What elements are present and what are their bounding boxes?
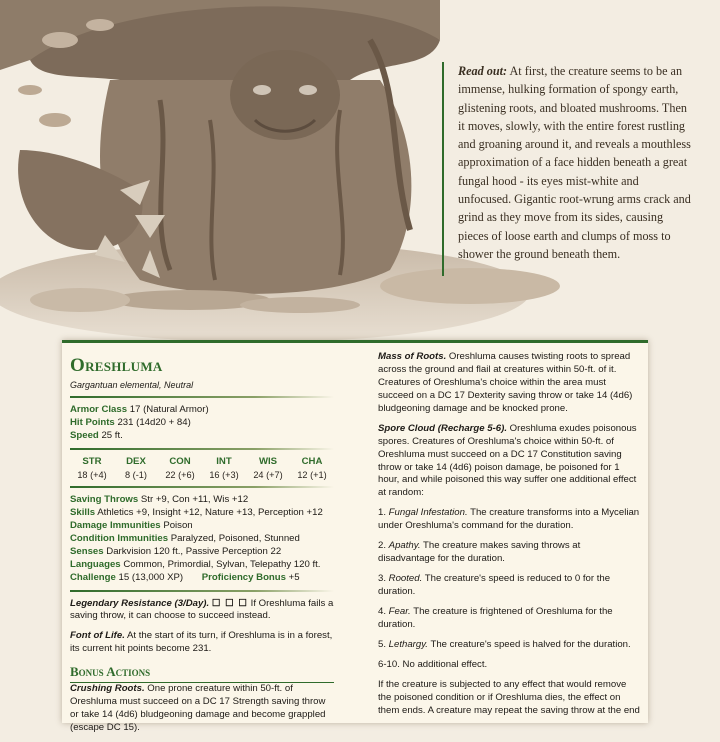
action-spore-cloud: Spore Cloud (Recharge 5-6). Oreshluma exudes poisonous spores. Creatures of Oreshluma's choice within 50-ft. of Oreshluma must succeed on a DC 17 Constitution saving throw or take 14 (4d6) poison damage, be poisoned for 1 hour, and while poisoned this way suffer one additional effect at random: bbox=[378, 422, 637, 499]
divider bbox=[70, 590, 334, 592]
ability-score: 24 (+7) bbox=[253, 469, 283, 480]
languages: Languages Common, Primordial, Sylvan, Telepathy 120 ft. bbox=[70, 558, 321, 570]
effect-end-condition: If the creature is subjected to any effect that would remove the poisoned condition or if Oreshluma dies, the effect on them ends. A creature may repeat the saving throw at the end bbox=[378, 678, 640, 716]
ability-name: STR bbox=[82, 455, 102, 467]
challenge: Challenge 15 (13,000 XP) Proficiency Bonus +5 bbox=[70, 571, 300, 583]
condition-immunities: Condition Immunities Paralyzed, Poisoned, Stunned bbox=[70, 532, 300, 544]
ability-name: WIS bbox=[258, 455, 278, 467]
ability-scores bbox=[70, 456, 334, 481]
read-out-lead: Read out: bbox=[458, 64, 508, 78]
saving-throws: Saving Throws Str +9, Con +11, Wis +12 bbox=[70, 493, 249, 505]
divider bbox=[70, 396, 334, 398]
read-out-body: At first, the creature seems to be an immense, hulking formation of spongy earth, glistening roots, and bloated mushrooms. Then it moves, slowly, with the entire forest rustling and groaning around it, and reveals a mouthless approximation of a face hidden beneath a great fungal hood - its eyes mist-white and unfocused. Gigantic root-wrung arms crack and grind as they move from its sides, causing pieces of loose earth and clumps of moss to shower the ground beneath them. bbox=[458, 64, 691, 261]
trait-font-of-life: Font of Life. At the start of its turn, if Oreshluma is in a forest, its current hit points become 231. bbox=[70, 630, 333, 655]
stat-block bbox=[62, 340, 648, 733]
bonus-crushing-roots: Crushing Roots. One prone creature within 50-ft. of Oreshluma must succeed on a DC 17 Strength saving throw or take 14 (4d6) bludgeoning damage and become grappled (escape DC 15). bbox=[70, 682, 326, 733]
hit-points: Hit Points 231 (14d20 + 84) bbox=[70, 416, 191, 428]
ability-score: 12 (+1) bbox=[297, 469, 327, 480]
stat-block-left-column bbox=[70, 343, 334, 742]
effect-item: 3. Rooted. The creature's speed is reduced to 0 for the duration. bbox=[378, 573, 611, 597]
ability-name: CON bbox=[169, 455, 191, 467]
senses: Senses Darkvision 120 ft., Passive Perception 22 bbox=[70, 545, 282, 557]
effect-item: 1. Fungal Infestation. The creature transforms into a Mycelian under Oreshluma's command for the duration. bbox=[378, 507, 640, 532]
speed: Speed 25 ft. bbox=[70, 429, 123, 441]
ability-name: INT bbox=[216, 455, 232, 467]
ability-score: 8 (-1) bbox=[125, 469, 147, 480]
divider bbox=[70, 486, 334, 488]
ability-score: 16 (+3) bbox=[209, 469, 239, 480]
damage-immunities: Damage Immunities Poison bbox=[70, 519, 193, 531]
read-out-text bbox=[442, 62, 692, 276]
monster-type: Gargantuan elemental, Neutral bbox=[70, 379, 194, 390]
effect-no-effect: 6-10. No additional effect. bbox=[378, 658, 488, 670]
skills: Skills Athletics +9, Insight +12, Nature +13, Perception +12 bbox=[70, 506, 323, 518]
effect-item: 5. Lethargy. The creature's speed is halved for the duration. bbox=[378, 638, 631, 650]
effect-item: 2. Apathy. The creature makes saving throws at disadvantage for the duration. bbox=[378, 540, 581, 565]
ability-score: 22 (+6) bbox=[165, 469, 195, 480]
ability-name: CHA bbox=[301, 455, 323, 467]
monster-name: Oreshluma bbox=[70, 355, 163, 376]
armor-class: Armor Class 17 (Natural Armor) bbox=[70, 403, 209, 415]
legendary-checkboxes[interactable]: ☐ ☐ ☐ bbox=[211, 597, 248, 609]
ability-name: DEX bbox=[126, 455, 146, 467]
stat-block-right-column bbox=[378, 351, 640, 725]
divider bbox=[70, 448, 334, 450]
ability-score: 18 (+4) bbox=[77, 469, 107, 480]
action-mass-of-roots: Mass of Roots. Oreshluma causes twisting roots to spread across the ground and flail at creatures within 50-ft. of it. Creatures of Oreshluma's choice within the area must succeed on a DC 17 Dexterity saving throw or take 14 (4d6) bludgeoning damage and be knocked prone. bbox=[378, 351, 633, 414]
trait-legendary-resistance: Legendary Resistance (3/Day). ☐ ☐ ☐ If Oreshluma fails a saving throw, it can choose to succeed instead. bbox=[70, 597, 334, 622]
effect-item: 4. Fear. The creature is frightened of Oreshluma for the duration. bbox=[378, 605, 613, 630]
bonus-actions-heading: Bonus Actions bbox=[70, 663, 334, 683]
